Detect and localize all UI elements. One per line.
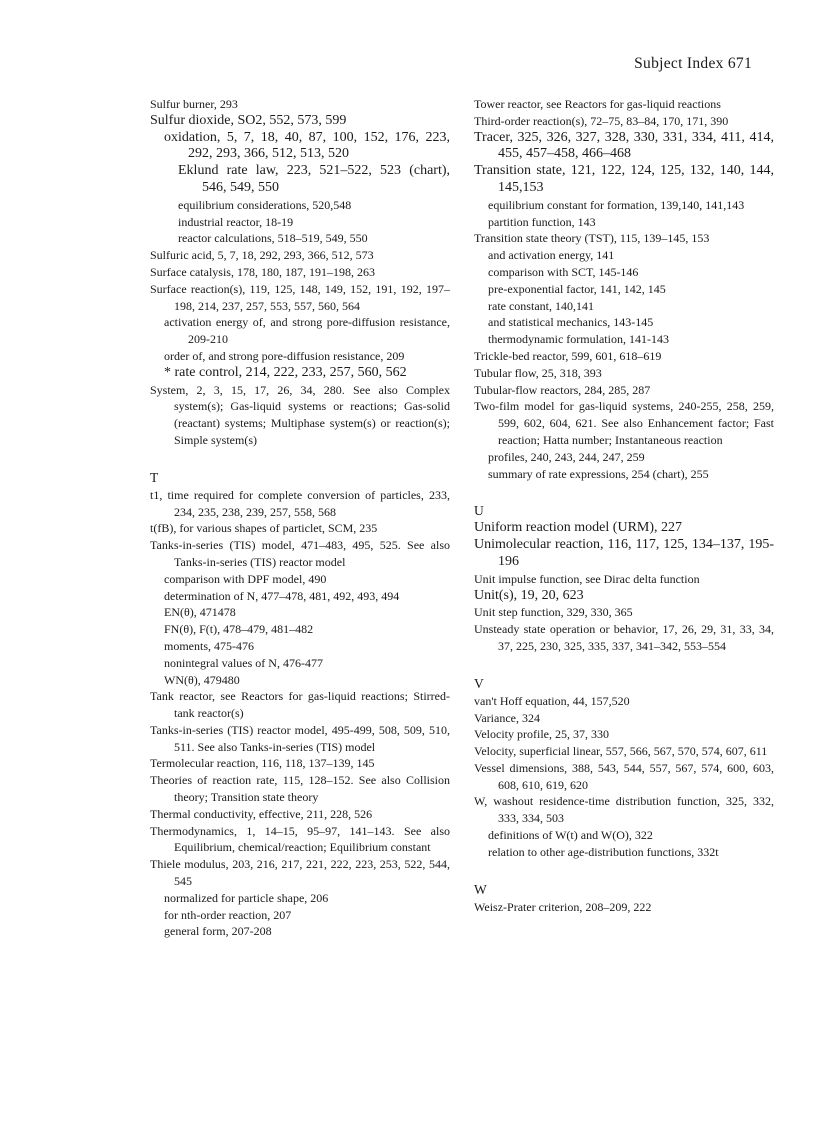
- index-column-right: [474, 96, 774, 915]
- index-entry: Transition state theory (TST), 115, 139–145, 153: [474, 231, 710, 246]
- index-subentry: WN(θ), 479480: [164, 672, 240, 687]
- index-entry: Sulfuric acid, 5, 7, 18, 292, 293, 366, 512, 573: [150, 248, 374, 263]
- section-letter: W: [474, 881, 487, 897]
- index-entry: Variance, 324: [474, 710, 540, 725]
- index-subentry: moments, 475-476: [164, 638, 254, 653]
- section-spacer: [474, 861, 774, 880]
- index-entry: Sulfur burner, 293: [150, 97, 238, 111]
- index-entry: t1, time required for complete conversion of particles, 233, 234, 235, 238, 239, 257, 558, 568: [150, 487, 450, 519]
- index-entry: Sulfur dioxide, SO2, 552, 573, 599: [150, 112, 347, 128]
- index-entry: Tower reactor, see Reactors for gas-liquid reactions: [474, 97, 721, 111]
- index-subentry: definitions of W(t) and W(O), 322: [488, 828, 653, 843]
- index-subentry: industrial reactor, 18-19: [178, 214, 294, 229]
- index-entry: Surface catalysis, 178, 180, 187, 191–198, 263: [150, 264, 375, 279]
- index-subentry: * rate control, 214, 222, 233, 257, 560, 562: [164, 364, 407, 380]
- index-subentry: relation to other age-distribution functions, 332t: [488, 844, 719, 859]
- index-subentry: profiles, 240, 243, 244, 247, 259: [488, 449, 645, 464]
- index-subentry: and statistical mechanics, 143-145: [488, 315, 654, 330]
- index-subentry: comparison with SCT, 145-146: [488, 264, 639, 279]
- section-spacer: [474, 482, 774, 501]
- index-subentry: activation energy of, and strong pore-diffusion resistance, 209-210: [164, 315, 450, 347]
- index-subentry: equilibrium considerations, 520,548: [178, 197, 352, 212]
- index-entry: Vessel dimensions, 388, 543, 544, 557, 567, 574, 600, 603, 608, 610, 619, 620: [474, 760, 774, 792]
- index-entry: W, washout residence-time distribution function, 325, 332, 333, 334, 503: [474, 794, 774, 826]
- index-subentry: FN(θ), F(t), 478–479, 481–482: [164, 622, 314, 637]
- index-subentry: nonintegral values of N, 476-477: [164, 655, 323, 670]
- section-spacer: [150, 449, 450, 468]
- index-entry: Tubular flow, 25, 318, 393: [474, 365, 602, 380]
- index-entry: Velocity profile, 25, 37, 330: [474, 727, 609, 742]
- index-entry: Unsteady state operation or behavior, 17, 26, 29, 31, 33, 34, 37, 225, 230, 325, 335, 337, 341–342, 553–554: [474, 622, 774, 653]
- index-subentry: EN(θ), 471478: [164, 605, 236, 620]
- index-entry: Unit step function, 329, 330, 365: [474, 605, 633, 620]
- index-entry: Transition state, 121, 122, 124, 125, 132, 140, 144, 145,153: [474, 163, 774, 195]
- section-letter: U: [474, 503, 484, 519]
- page-header: Subject Index 671: [634, 55, 752, 72]
- index-subentry: summary of rate expressions, 254 (chart), 255: [488, 466, 709, 481]
- index-entry: Velocity, superficial linear, 557, 566, 567, 570, 574, 607, 611: [474, 744, 768, 759]
- index-entry: Third-order reaction(s), 72–75, 83–84, 170, 171, 390: [474, 113, 729, 128]
- index-entry: Thermal conductivity, effective, 211, 228, 526: [150, 806, 373, 821]
- index-entry: Tanks-in-series (TIS) model, 471–483, 495, 525. See also Tanks-in-series (TIS) reactor model: [150, 538, 450, 569]
- index-entry: Surface reaction(s), 119, 125, 148, 149, 152, 191, 192, 197–198, 214, 237, 257, 553, 557, 560, 564: [150, 281, 450, 313]
- index-entry: Termolecular reaction, 116, 118, 137–139, 145: [150, 756, 375, 771]
- index-entry: Tanks-in-series (TIS) reactor model, 495-499, 508, 509, 510, 511. See also Tanks-in-series (TIS) model: [150, 722, 450, 754]
- index-entry: Tracer, 325, 326, 327, 328, 330, 331, 334, 411, 414, 455, 457–458, 466–468: [474, 129, 774, 162]
- index-entry: Unit(s), 19, 20, 623: [474, 587, 584, 603]
- index-subentry: reactor calculations, 518–519, 549, 550: [178, 231, 368, 246]
- index-subentry: rate constant, 140,141: [488, 298, 594, 313]
- section-letter: V: [474, 675, 484, 691]
- index-entry: Weisz-Prater criterion, 208–209, 222: [474, 899, 652, 914]
- index-subentry: comparison with DPF model, 490: [164, 571, 327, 586]
- index-entry: Tank reactor, see Reactors for gas-liquid reactions; Stirred-tank reactor(s): [150, 689, 450, 721]
- index-entry: Unimolecular reaction, 116, 117, 125, 134–137, 195-196: [474, 537, 774, 569]
- index-subentry: equilibrium constant for formation, 139,140, 141,143: [488, 197, 745, 212]
- index-entry: Tubular-flow reactors, 284, 285, 287: [474, 382, 651, 397]
- index-entry: Trickle-bed reactor, 599, 601, 618–619: [474, 348, 662, 363]
- section-letter: T: [150, 469, 159, 485]
- index-entry: Uniform reaction model (URM), 227: [474, 520, 683, 536]
- index-entry: System, 2, 3, 15, 17, 26, 34, 280. See also Complex system(s); Gas-liquid systems or reactions; Gas-solid (reactant) systems; Multiphase system(s) or reaction(s); Simple system(s): [150, 382, 450, 447]
- index-subentry: and activation energy, 141: [488, 248, 615, 263]
- index-subentry: order of, and strong pore-diffusion resistance, 209: [164, 348, 405, 363]
- index-subentry: thermodynamic formulation, 141-143: [488, 332, 669, 347]
- index-entry: t(fB), for various shapes of particlet, SCM, 235: [150, 521, 378, 536]
- index-subentry: pre-exponential factor, 141, 142, 145: [488, 281, 666, 296]
- index-entry: Theories of reaction rate, 115, 128–152. See also Collision theory; Transition state theory: [150, 773, 450, 805]
- index-entry: Unit impulse function, see Dirac delta function: [474, 571, 700, 586]
- index-entry: van't Hoff equation, 44, 157,520: [474, 693, 630, 708]
- index-entry: Two-film model for gas-liquid systems, 240-255, 258, 259, 599, 602, 604, 621. See also Enhancement factor; Fast reaction; Hatta number; Instantaneous reaction: [474, 399, 774, 447]
- index-subentry: normalized for particle shape, 206: [164, 890, 329, 905]
- section-spacer: [474, 655, 774, 674]
- index-subentry: Eklund rate law, 223, 521–522, 523 (chart), 546, 549, 550: [178, 163, 450, 195]
- index-subentry: determination of N, 477–478, 481, 492, 493, 494: [164, 588, 400, 603]
- index-entry: Thiele modulus, 203, 216, 217, 221, 222, 223, 253, 522, 544, 545: [150, 857, 450, 889]
- index-subentry: general form, 207-208: [164, 924, 272, 939]
- index-column-left: [150, 96, 450, 940]
- index-subentry: partition function, 143: [488, 214, 596, 229]
- index-subentry: oxidation, 5, 7, 18, 40, 87, 100, 152, 176, 223, 292, 293, 366, 512, 513, 520: [164, 129, 450, 162]
- index-entry: Thermodynamics, 1, 14–15, 95–97, 141–143. See also Equilibrium, chemical/reaction; Equilibrium constant: [150, 823, 450, 855]
- index-subentry: for nth-order reaction, 207: [164, 907, 292, 922]
